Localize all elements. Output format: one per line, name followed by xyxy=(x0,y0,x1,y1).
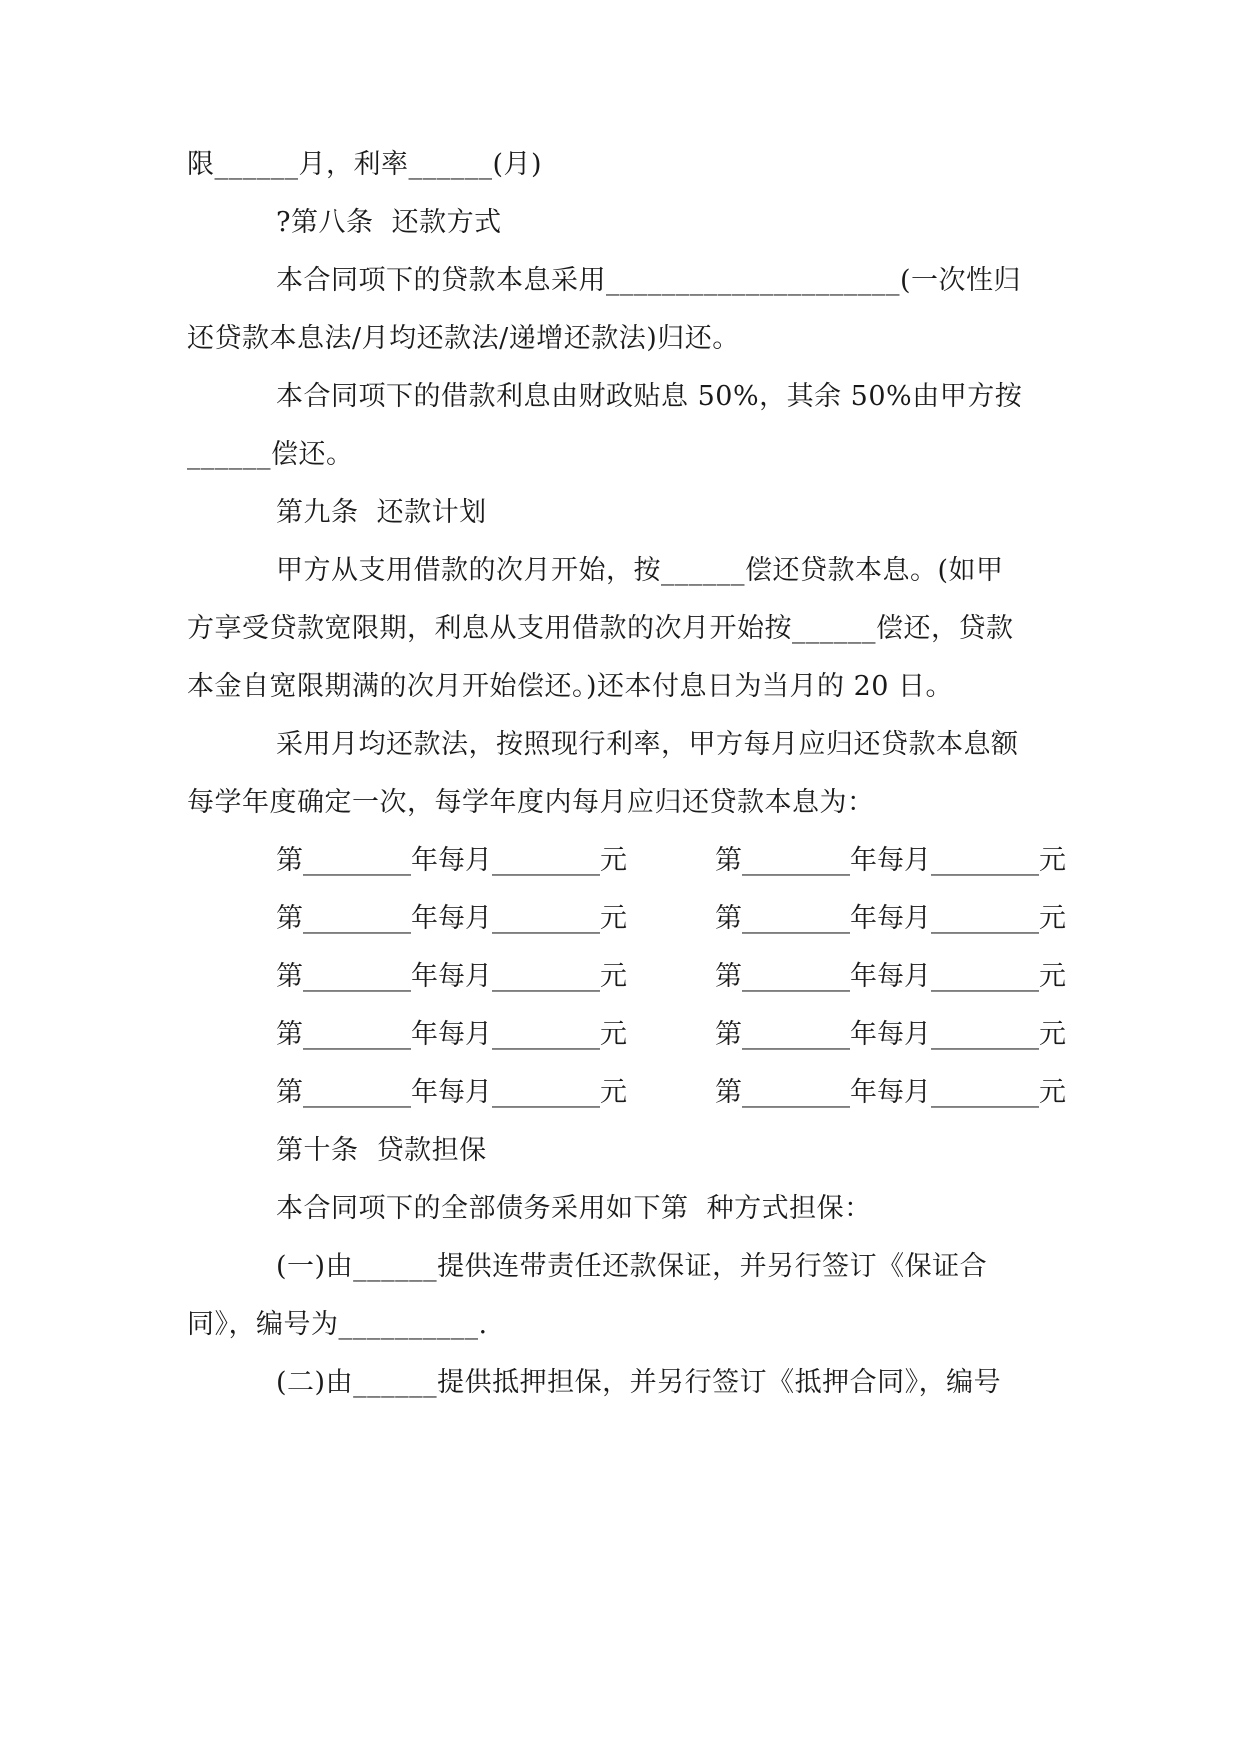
schedule-cell: 第________年每月________元 xyxy=(276,845,627,876)
text-line: 方享受贷款宽限期，利息从支用借款的次月开始按______偿还，贷款 xyxy=(187,613,1014,644)
schedule-row xyxy=(276,1015,1066,1055)
schedule-cell: 第________年每月________元 xyxy=(715,961,1066,992)
text-line: 同》，编号为__________. xyxy=(187,1309,488,1340)
schedule-row xyxy=(276,1073,1066,1113)
schedule-cell: 第________年每月________元 xyxy=(276,1019,627,1050)
schedule-cell: 第________年每月________元 xyxy=(715,1019,1066,1050)
schedule-cell: 第________年每月________元 xyxy=(276,961,627,992)
text-line: 甲方从支用借款的次月开始，按______偿还贷款本息。(如甲 xyxy=(276,555,1004,586)
text-line: 本合同项下的全部债务采用如下第 种方式担保： xyxy=(276,1193,872,1224)
section-heading-article-9: 第九条 还款计划 xyxy=(276,497,487,528)
schedule-row xyxy=(276,899,1066,939)
schedule-cell: 第________年每月________元 xyxy=(715,1077,1066,1108)
text-line: 采用月均还款法，按照现行利率，甲方每月应归还贷款本息额 xyxy=(276,729,1019,760)
schedule-cell: 第________年每月________元 xyxy=(715,845,1066,876)
text-line: (二)由______提供抵押担保，并另行签订《抵押合同》，编号 xyxy=(276,1367,1002,1398)
text-line: 限______月，利率______(月) xyxy=(187,149,543,180)
schedule-row xyxy=(276,841,1066,881)
schedule-cell: 第________年每月________元 xyxy=(276,1077,627,1108)
text-line: 还贷款本息法/月均还款法/递增还款法)归还。 xyxy=(187,323,740,354)
schedule-cell: 第________年每月________元 xyxy=(276,903,627,934)
schedule-row xyxy=(276,957,1066,997)
text-line: 每学年度确定一次，每学年度内每月应归还贷款本息为： xyxy=(187,787,875,818)
section-heading-article-10: 第十条 贷款担保 xyxy=(276,1135,487,1166)
text-line: (一)由______提供连带责任还款保证，并另行签订《保证合 xyxy=(276,1251,988,1282)
schedule-cell: 第________年每月________元 xyxy=(715,903,1066,934)
text-line: 本合同项下的借款利息由财政贴息 50%，其余 50%由甲方按 xyxy=(276,381,1023,412)
text-line: ______偿还。 xyxy=(187,439,354,470)
text-line: 本合同项下的贷款本息采用_____________________(一次性归 xyxy=(276,265,1022,296)
section-heading-article-8: ?第八条 还款方式 xyxy=(276,207,502,238)
text-line: 本金自宽限期满的次月开始偿还。)还本付息日为当月的 20 日。 xyxy=(187,671,954,702)
